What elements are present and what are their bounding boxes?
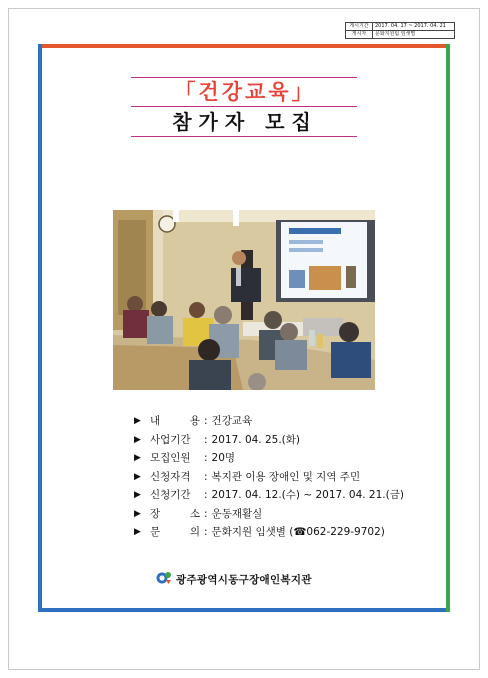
detail-row-location [134, 505, 434, 524]
detail-value: 문화지원 임샛별 (☎062-229-9702) [211, 526, 385, 538]
detail-separator: : [204, 470, 208, 483]
detail-row-capacity [134, 449, 434, 468]
title-rule-bottom [131, 136, 357, 137]
detail-separator: : [204, 452, 208, 464]
event-details [134, 412, 434, 542]
frame-bottom-border [38, 608, 450, 612]
detail-value: 건강교육 [211, 415, 253, 427]
frame-right-border [446, 44, 450, 612]
detail-label: 신청기간 [150, 489, 191, 501]
posting-stamp [345, 22, 455, 39]
detail-row-application-period [134, 486, 434, 505]
detail-separator: : [204, 415, 208, 427]
stamp-row [346, 31, 455, 39]
arrow-right-icon: ▶ [134, 527, 141, 537]
detail-label: 장 소 [150, 507, 200, 520]
arrow-right-icon: ▶ [134, 416, 141, 426]
detail-row-contact [134, 523, 434, 542]
arrow-right-icon: ▶ [134, 490, 141, 500]
stamp-row [346, 23, 455, 31]
detail-value: 2017. 04. 25.(화) [211, 433, 301, 446]
detail-label: 모집인원 [150, 452, 191, 464]
detail-row-eligibility [134, 468, 434, 487]
stamp-key: 게시자 [346, 31, 373, 39]
detail-separator: : [204, 433, 208, 446]
detail-row-content [134, 412, 434, 431]
event-photo [113, 210, 375, 390]
organization-footer [156, 571, 312, 587]
detail-value: 운동재활실 [211, 507, 263, 520]
detail-separator: : [204, 489, 208, 501]
detail-value: 2017. 04. 12.(수) ~ 2017. 04. 21.(금) [211, 489, 404, 501]
title-rule-middle [131, 106, 357, 107]
recruitment-heading: 참가자 모집 [172, 110, 318, 134]
arrow-right-icon: ▶ [134, 434, 141, 445]
arrow-right-icon: ▶ [134, 453, 141, 463]
stamp-key: 게시기간 [346, 23, 373, 31]
detail-label: 신청자격 [150, 470, 191, 483]
stamp-value: 2017. 04. 17 ~ 2017. 04. 21 [373, 23, 455, 31]
detail-separator: : [204, 507, 208, 520]
arrow-right-icon: ▶ [134, 471, 141, 482]
detail-value: 20명 [211, 452, 236, 464]
organization-name: 광주광역시동구장애인복지관 [176, 573, 312, 586]
detail-label: 문 의 [150, 526, 200, 538]
detail-separator: : [204, 526, 208, 538]
arrow-right-icon: ▶ [134, 508, 141, 519]
stamp-value: 문화지원팀 임샛별 [373, 31, 455, 39]
title-rule-top [131, 77, 357, 78]
frame-left-border [38, 44, 42, 612]
detail-value: 복지관 이용 장애인 및 지역 주민 [211, 470, 361, 483]
frame-top-border [38, 44, 450, 48]
detail-label: 내 용 [150, 415, 200, 427]
event-title: 「건강교육」 [174, 80, 316, 104]
organization-logo-icon [156, 570, 172, 589]
detail-row-period [134, 431, 434, 450]
detail-label: 사업기간 [150, 433, 191, 446]
